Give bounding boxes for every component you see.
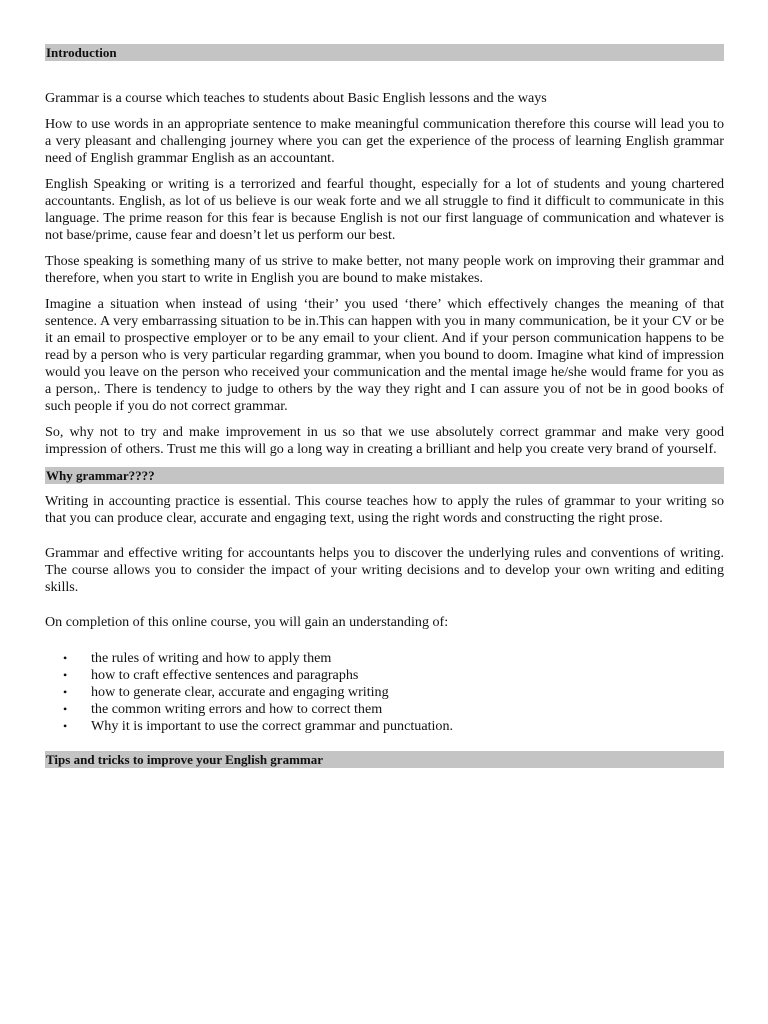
intro-paragraph-3: Those speaking is something many of us strive to make better, not many people work on improving their grammar and therefore, when you start to write in English you are bound to make mistakes.	[45, 253, 724, 286]
bullet-icon: •	[63, 685, 68, 699]
bullet-icon: •	[63, 668, 68, 682]
list-item-text: the rules of writing and how to apply them	[91, 650, 332, 666]
why-paragraph-1: Writing in accounting practice is essential. This course teaches how to apply the rules of grammar to your writing so that you can produce clear, accurate and engaging text, using the right words and constructing the right prose.	[45, 493, 724, 526]
heading-introduction: Introduction	[45, 44, 724, 61]
bullet-icon: •	[63, 719, 68, 733]
list-item-text: Why it is important to use the correct grammar and punctuation.	[91, 718, 454, 734]
completion-line: On completion of this online course, you will gain an understanding of:	[45, 614, 449, 630]
bullet-icon: •	[63, 651, 68, 665]
list-item	[45, 701, 724, 718]
heading-why-grammar: Why grammar????	[45, 467, 724, 484]
why-paragraph-2: Grammar and effective writing for accountants helps you to discover the underlying rules and conventions of writing. The course allows you to consider the impact of your writing decisions and to develop your own writing and editing skills.	[45, 545, 724, 595]
bullet-icon: •	[63, 702, 68, 716]
document-page	[45, 44, 724, 768]
list-item	[45, 667, 724, 684]
list-item-text: how to craft effective sentences and paragraphs	[91, 667, 359, 683]
outcomes-list	[45, 650, 724, 735]
intro-paragraph-2: English Speaking or writing is a terrorized and fearful thought, especially for a lot of students and young chartered accountants. English, as lot of us believe is our weak forte and we all struggle to find it difficult to communicate in this language. The prime reason for this fear is because English is not our first language of communication and whatever is not base/prime, cause fear and doesn’t let us perform our best.	[45, 176, 724, 243]
intro-paragraph-5: So, why not to try and make improvement in us so that we use absolutely correct grammar and make very good impression of others. Trust me this will go a long way in creating a brilliant and help you create very brand of yourself.	[45, 424, 724, 457]
list-item	[45, 650, 724, 667]
heading-tips: Tips and tricks to improve your English grammar	[45, 751, 724, 768]
intro-paragraph-1: How to use words in an appropriate sentence to make meaningful communication therefore this course will lead you to a very pleasant and challenging journey where you can get the experience of the process of learning English grammar need of English grammar English as an accountant.	[45, 116, 724, 166]
list-item-text: the common writing errors and how to correct them	[91, 701, 383, 717]
list-item-text: how to generate clear, accurate and engaging writing	[91, 684, 389, 700]
list-item	[45, 684, 724, 701]
list-item	[45, 718, 724, 735]
intro-paragraph-4: Imagine a situation when instead of using ‘their’ you used ‘there’ which effectively changes the meaning of that sentence. A very embarrassing situation to be in.This can happen with you in many communication, be it your CV or be it an email to prospective employer or to be any email to your client. And if your person communication happens to be read by a person who is very particular regarding grammar, when you bound to doom. Imagine what kind of impression would you leave on the person who received your communication and the mental image he/she would frame for you as a person,. There is tendency to judge to others by the way they right and I can assure you of not be in good books of such people if you do not correct grammar.	[45, 296, 724, 414]
intro-line: Grammar is a course which teaches to students about Basic English lessons and the ways	[45, 90, 547, 106]
